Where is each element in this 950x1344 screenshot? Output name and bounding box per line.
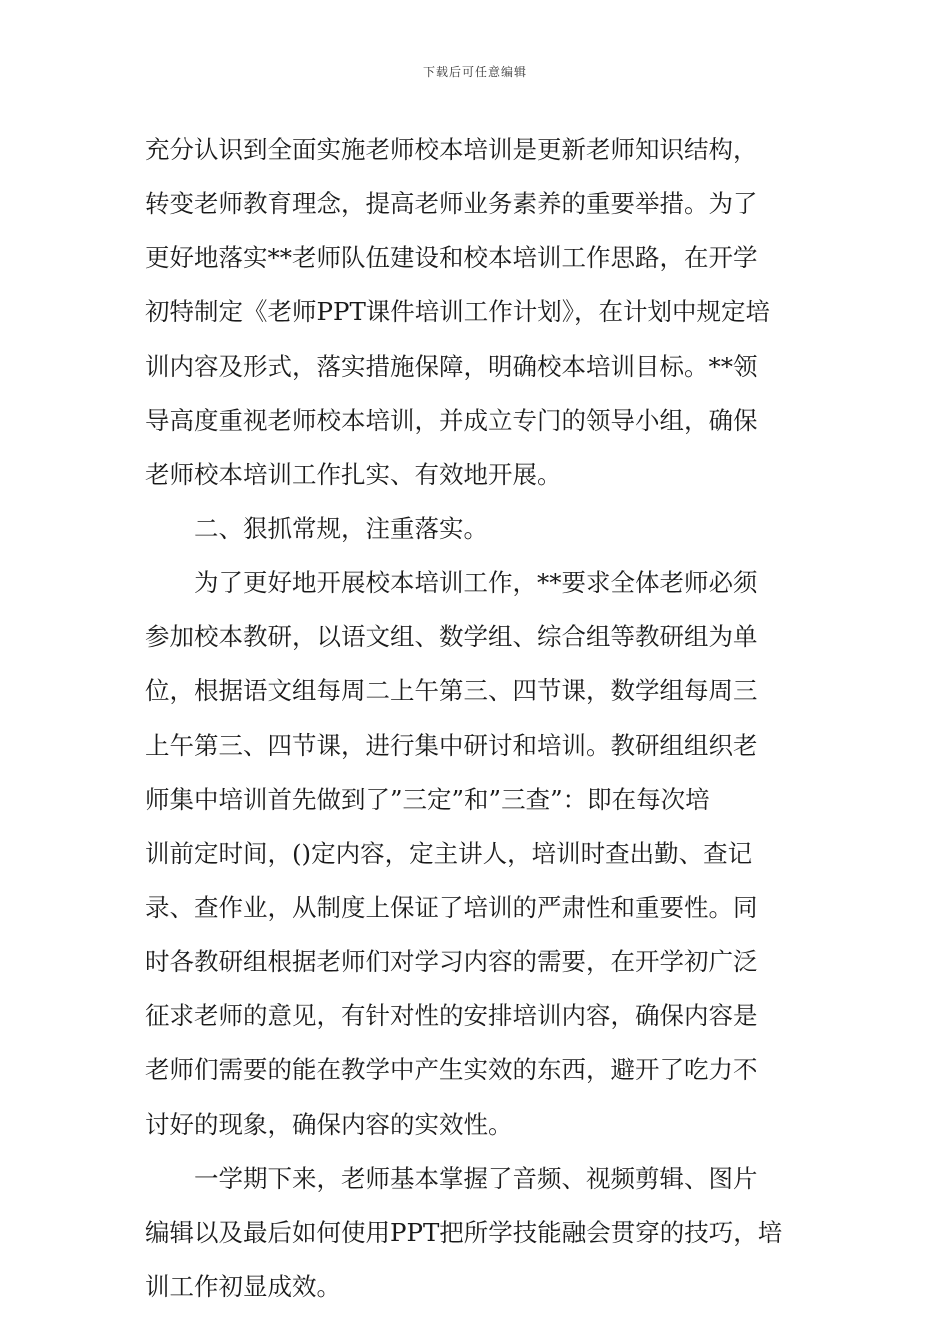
text-line: 训前定时间，()定内容，定主讲人，培训时查出勤、查记 — [145, 838, 753, 868]
page-header-note: 下载后可任意编辑 — [422, 65, 527, 79]
text-line: 时各教研组根据老师们对学习内容的需要，在开学初广泛 — [145, 947, 758, 977]
section-heading: 二、狠抓常规，注重落实。 — [194, 513, 488, 543]
text-line: 老师校本培训工作扎实、有效地开展。 — [145, 459, 562, 489]
text-line: 充分认识到全面实施老师校本培训是更新老师知识结构， — [145, 135, 758, 164]
text-line: 转变老师教育理念，提高老师业务素养的重要举措。为了 — [145, 189, 758, 219]
text-line: 训工作初显成效。 — [145, 1271, 341, 1301]
text-line: 编辑以及最后如何使用PPT把所学技能融会贯穿的技巧，培 — [145, 1217, 783, 1247]
text-line: 为了更好地开展校本培训工作，**要求全体老师必须 — [194, 568, 758, 598]
text-line: 训内容及形式，落实措施保障，明确校本培训目标。**领 — [145, 351, 758, 381]
text-line: 上午第三、四节课，进行集中研讨和培训。教研组组织老 — [145, 730, 758, 760]
text-line: 初特制定《老师PPT课件培训工作计划》，在计划中规定培 — [145, 297, 771, 327]
document-body — [145, 128, 810, 1319]
text-line: 征求老师的意见，有针对性的安排培训内容，确保内容是 — [145, 1001, 758, 1031]
text-line: 位，根据语文组每周二上午第三、四节课，数学组每周三 — [145, 676, 758, 706]
text-line: 师集中培训首先做到了”三定”和”三查”：即在每次培 — [145, 784, 710, 814]
text-line: 导高度重视老师校本培训，并成立专门的领导小组，确保 — [145, 405, 758, 435]
text-line: 参加校本教研，以语文组、数学组、综合组等教研组为单 — [145, 622, 758, 652]
text-line: 录、查作业，从制度上保证了培训的严肃性和重要性。同 — [145, 892, 758, 922]
text-line: 老师们需要的能在教学中产生实效的东西，避开了吃力不 — [145, 1055, 758, 1085]
text-line: 更好地落实**老师队伍建设和校本培训工作思路，在开学 — [145, 243, 758, 273]
text-line: 一学期下来，老师基本掌握了音频、视频剪辑、图片 — [194, 1163, 758, 1193]
text-line: 讨好的现象，确保内容的实效性。 — [145, 1109, 513, 1139]
